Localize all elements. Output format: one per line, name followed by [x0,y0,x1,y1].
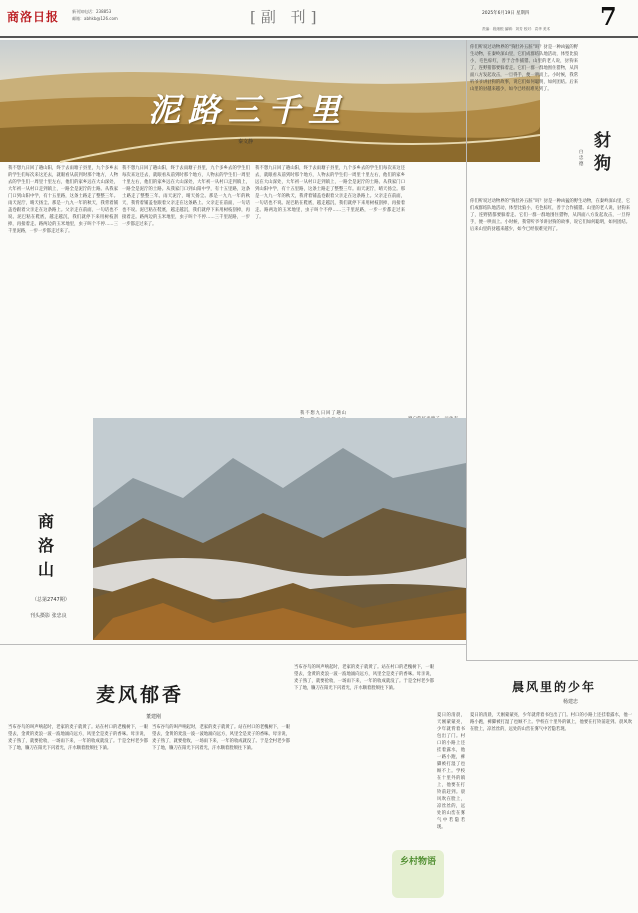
rural-title: 乡村物语 [399,857,436,867]
feature-banner [0,40,540,162]
essay1-body-col2: 当布谷鸟的叫声响起时，老家的麦子就黄了。站在村口的老槐树下，一眼望去，金黄的麦浪一波一波地涌向远方，风里全是麦子的香味。母亲说，麦子熟了，就要抢收，一场雨下来，一年的收成就没了。于是全村老少都下了地，镰刀在阳光下闪着光，汗水顺着脸颊往下淌。 [152,725,290,751]
masthead-logo: 商洛日报 [7,10,60,24]
section-divider-right [466,660,638,661]
feature-author: 秦文静 [238,139,254,145]
masthead-editors: 责编：段绪根 编辑：刘芳 校对：袁华 美术 [482,27,551,31]
masthead-meta-email: 邮箱：abhkb@126.com [72,16,118,21]
feature-body-col2: 我不想九日回了趟山阳，终于去雨塘子县里，九个多乡去的学生们每次来这还去，就眼看从前到时那个地方，人物去的学生们一周里十里左右，他们的家乡远在大山深处，大年初一从村口走到镇上，一路全是泥泞的土路。从我家门口到山阳中学，有十五里路，这条土路走了整整三年。雨天泥泞，晴天扬尘。那是一九九一年的秋天，我背着铺盖卷跟着父亲走在这条路上。父亲走在前面，一句话也不说。泥巴粘在鞋底，越走越沉，我们就停下来用树枝刮掉，再接着走。路两边的玉米地里，虫子叫个不停……三千里泥路，一步一步都走过来了。 [122,166,250,227]
poem-photo [93,418,466,640]
column-title: 豺狗 [594,131,611,174]
column-body-main: 你们听说过动物界的“狗肚补五脏”吗？豺是一种凶猛的野生动物，在秦岭深山里，它们成群结队地活动，体型比狼小，毛色棕红，善于合作捕猎。山里的老人说，豺狗来了，连野猪都要躲着走。它们一群一群地围住猎物，从四面八方发起攻击，一旦得手，便一哄而上。小时候，我常听爷爷讲豺狗的故事，说它们如何聪明，如何团结。后来山里的豺越来越少，如今已经很难见到了。 [470,199,630,232]
page-number: 7 [600,2,617,31]
essay2-title: 晨风里的少年 [512,680,597,694]
poem-credit: 刊头摄影 张忠良 [30,613,67,619]
essay1-author: 董建刚 [146,714,162,720]
masthead-rule [0,36,638,38]
poem-subtitle: （总第2747期） [32,597,70,603]
essay2-author: 杨建忠 [563,699,579,705]
essay2-body: 夏日的清晨，天刚蒙蒙亮，少年就背着书包出了门。村口的小路上还挂着露水，他一路小跑，裤脚被打湿了也顾不上。学校在十里外的镇上，他要在打铃前赶到。晨风吹在脸上，凉丝丝的，远处的山峦在雾气中若隐若现。 [470,713,632,732]
info-side-text: 我不想九日回了趟山 [300,411,346,416]
poem-title: 商洛山 [38,512,55,579]
feature-body-col3: 我不想九日回了趟山阳，终于去雨塘子县里，九个多乡去的学生们每次来这还去，就眼看从前到时那个地方，人物去的学生们一周里十里左右，他们的家乡远在大山深处，大年初一从村口走到镇上，一路全是泥泞的土路。从我家门口到山阳中学，有十五里路，这条土路走了整整三年。雨天泥泞，晴天扬尘。那是一九九一年的秋天，我背着铺盖卷跟着父亲走在这条路上。父亲走在前面，一句话也不说。泥巴粘在鞋底，越走越沉，我们就停下来用树枝刮掉，再接着走。路两边的玉米地里，虫子叫个不停……三千里泥路，一步一步都走过来了。 [255,166,405,220]
section-label: [副 刊] [250,8,322,26]
essay2-body-left: 夏日的清晨，天刚蒙蒙亮，少年就背着书包出了门。村口的小路上还挂着露水，他一路小跑，裤脚被打湿了也顾不上。学校在十里外的镇上，他要在打铃前赶到。晨风吹在脸上，凉丝丝的，远处的山峦在雾气中若隐若现。 [437,713,465,830]
column-divider [466,40,467,660]
feature-title: 泥路三千里 [148,91,349,129]
feature-body-col1: 我不想九日回了趟山阳，终于去雨塘子县里，九个多乡去的学生们每次来这还去，就眼看从前到时那个地方，人物去的学生们一周里十里左右，他们的家乡远在大山深处，大年初一从村口走到镇上，一路全是泥泞的土路。从我家门口到山阳中学，有十五里路，这条土路走了整整三年。雨天泥泞，晴天扬尘。那是一九九一年的秋天，我背着铺盖卷跟着父亲走在这条路上。父亲走在前面，一句话也不说。泥巴粘在鞋底，越走越沉，我们就停下来用树枝刮掉，再接着走。路两边的玉米地里，虫子叫个不停……三千里泥路，一步一步都走过来了。 [8,166,118,234]
essay1-body-col3: 当布谷鸟的叫声响起时，老家的麦子就黄了。站在村口的老槐树下，一眼望去，金黄的麦浪一波一波地涌向远方，风里全是麦子的香味。母亲说，麦子熟了，就要抢收，一场雨下来，一年的收成就没了。于是全村老少都下了地，镰刀在阳光下闪着光，汗水顺着脸颊往下淌。 [294,665,434,691]
masthead [0,0,638,38]
masthead-date: 2025年6月19日 星期四 [482,11,530,16]
essay1-title: 麦风郁香 [96,684,185,706]
section-divider [0,644,466,645]
mountain-photo [93,418,466,640]
column-body-top: 你们听说过动物界的“狗肚补五脏”吗？豺是一种凶猛的野生动物，在秦岭深山里，它们成群结队地活动，体型比狼小，毛色棕红，善于合作捕猎。山里的老人说，豺狗来了，连野猪都要躲着走。它们一群一群地围住猎物，从四面八方发起攻击，一旦得手，便一哄而上。小时候，我常听爷爷讲豺狗的故事，说它们如何聪明，如何团结。后来山里的豺越来越少，如今已经很难见到了。 [470,45,578,92]
masthead-meta-phone: 新刊知电话：238853 [72,9,112,14]
column-author: 白忠德 [579,150,584,167]
essay1-body-col1: 当布谷鸟的叫声响起时，老家的麦子就黄了。站在村口的老槐树下，一眼望去，金黄的麦浪一波一波地涌向远方，风里全是麦子的香味。母亲说，麦子熟了，就要抢收，一场雨下来，一年的收成就没了。于是全村老少都下了地，镰刀在阳光下闪着光，汗水顺着脸颊往下淌。 [8,725,148,751]
